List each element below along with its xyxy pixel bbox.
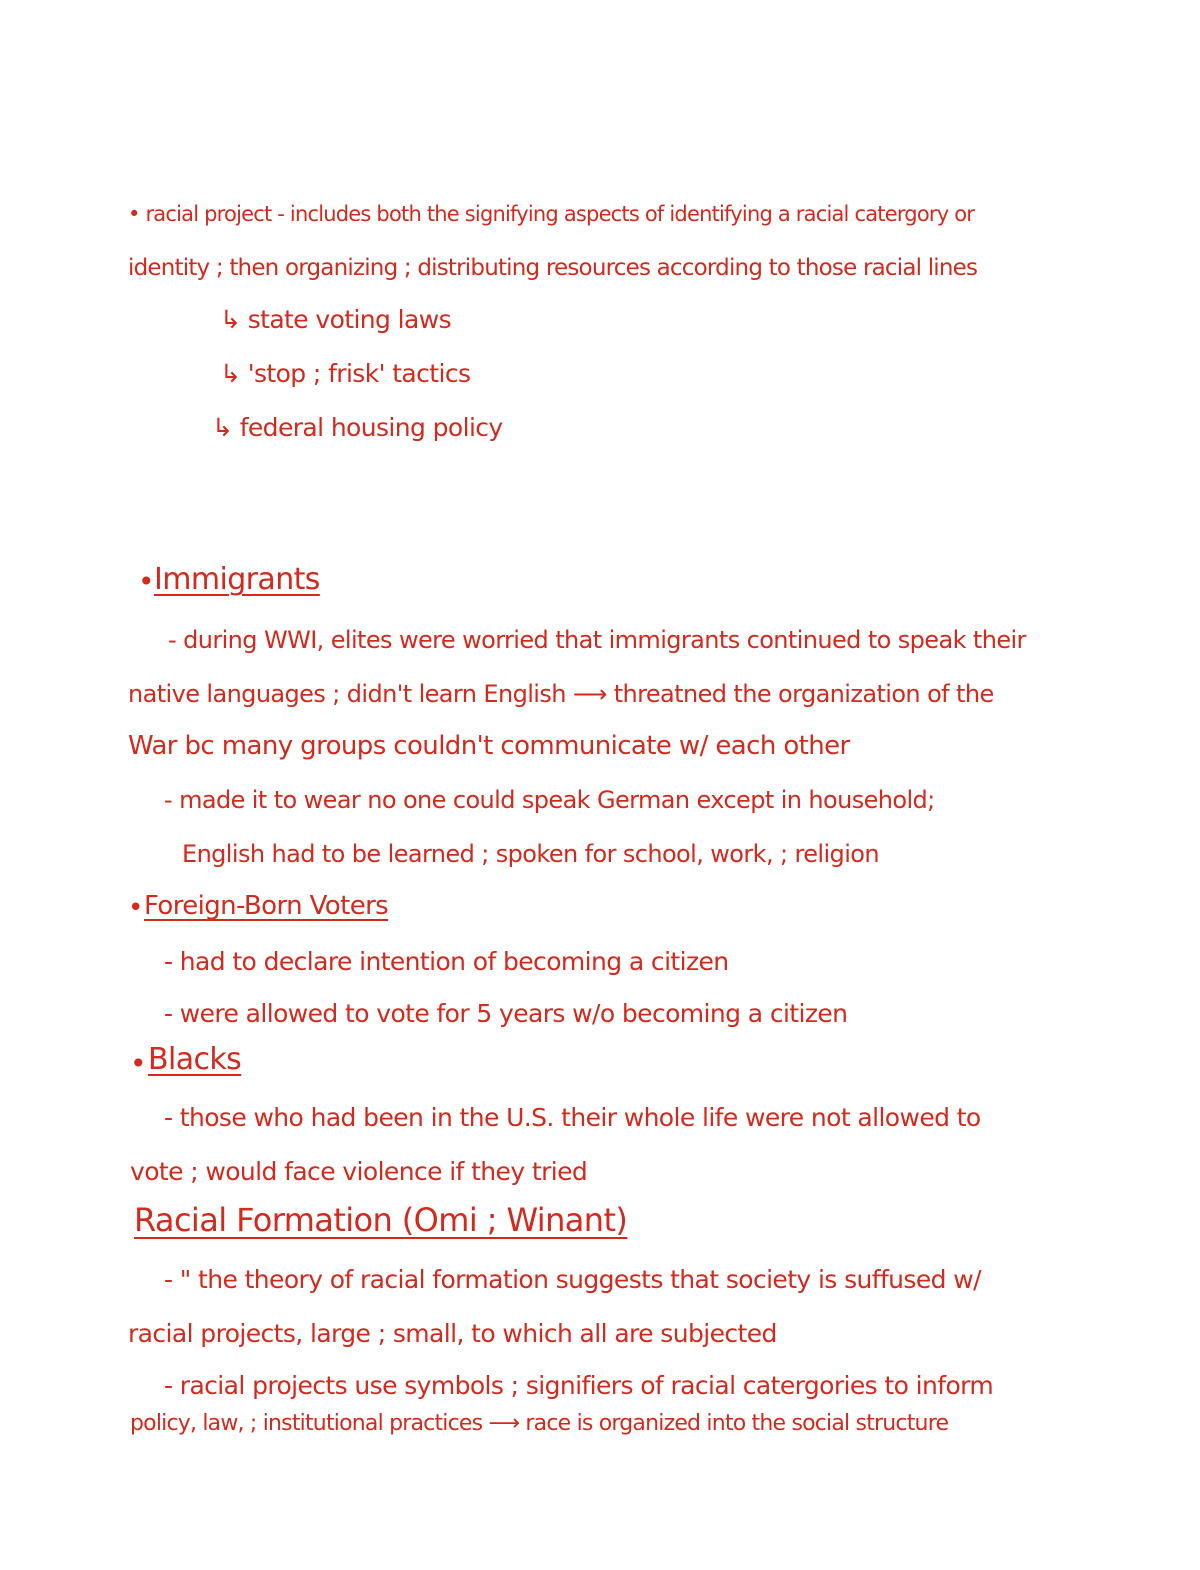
immigrants-line-5: English had to be learned ; spoken for school, work, ; religion bbox=[182, 840, 879, 868]
racial-formation-line-3: - racial projects use symbols ; signifiers of racial catergories to inform bbox=[164, 1371, 994, 1400]
racial-formation-line-2: racial projects, large ; small, to which all are subjected bbox=[128, 1319, 777, 1348]
racial-formation-line-4: policy, law, ; institutional practices ⟶ race is organized into the social structure bbox=[130, 1411, 949, 1436]
racial-project-bullet-3: ↳ federal housing policy bbox=[212, 413, 503, 442]
immigrants-heading: Immigrants bbox=[154, 562, 320, 597]
racial-formation-line-1: - " the theory of racial formation suggests that society is suffused w/ bbox=[164, 1265, 981, 1294]
blacks-heading: Blacks bbox=[148, 1042, 242, 1077]
immigrants-line-4: - made it to wear no one could speak German except in household; bbox=[164, 786, 935, 814]
blacks-line-1: - those who had been in the U.S. their whole life were not allowed to bbox=[164, 1103, 981, 1132]
foreign-born-heading: Foreign-Born Voters bbox=[144, 891, 389, 921]
blacks-line-2: vote ; would face violence if they tried bbox=[130, 1157, 588, 1186]
foreign-born-line-1: - had to declare intention of becoming a citizen bbox=[164, 947, 729, 976]
immigrants-bullet-dot: • bbox=[138, 565, 154, 598]
foreign-born-bullet-dot: • bbox=[128, 893, 143, 923]
immigrants-line-1: - during WWI, elites were worried that immigrants continued to speak their bbox=[168, 626, 1026, 654]
immigrants-line-3: War bc many groups couldn't communicate w/ each other bbox=[128, 731, 850, 761]
racial-project-line-1: • racial project - includes both the signifying aspects of identifying a racial catergory or bbox=[128, 202, 975, 226]
racial-project-line-2: identity ; then organizing ; distributing resources according to those racial lines bbox=[128, 255, 978, 281]
foreign-born-line-2: - were allowed to vote for 5 years w/o becoming a citizen bbox=[164, 999, 848, 1028]
blacks-bullet-dot: • bbox=[130, 1047, 146, 1080]
immigrants-line-2: native languages ; didn't learn English ⟶ threatned the organization of the bbox=[128, 680, 994, 708]
racial-project-bullet-2: ↳ 'stop ; frisk' tactics bbox=[220, 359, 471, 388]
racial-project-bullet-1: ↳ state voting laws bbox=[220, 305, 452, 334]
racial-formation-heading: Racial Formation (Omi ; Winant) bbox=[134, 1201, 628, 1239]
